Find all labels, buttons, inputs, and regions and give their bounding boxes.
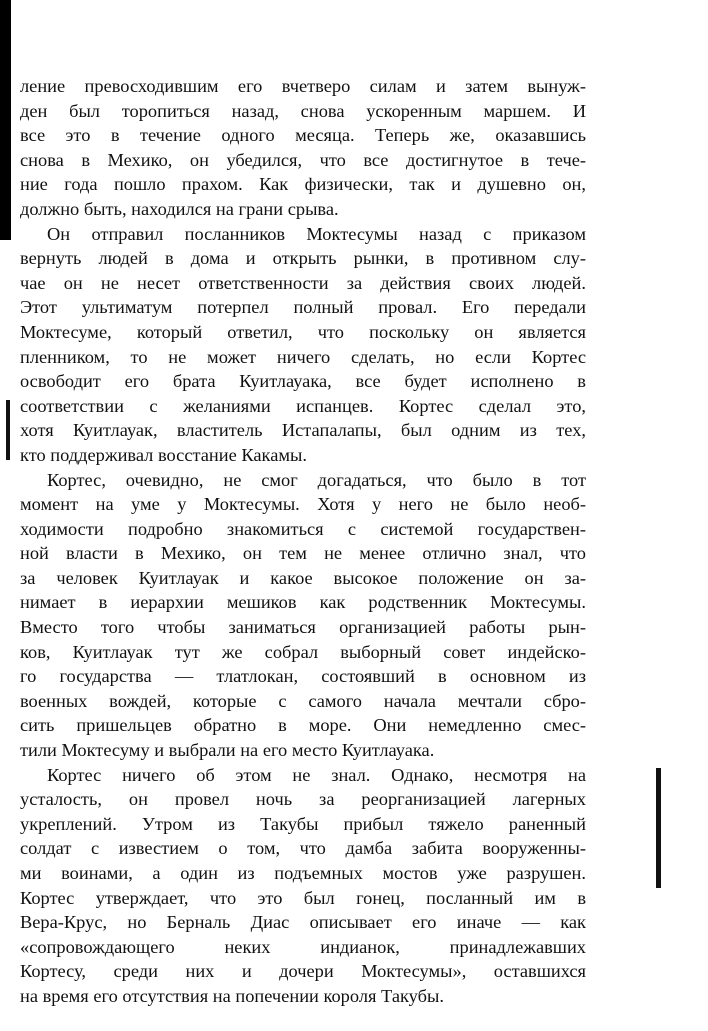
text-line: военных вождей, которые с самого начала мечтали сбро- (20, 690, 586, 711)
text-line: кто поддерживал восстание Какамы. (20, 444, 307, 465)
text-line: должно быть, находился на грани срыва. (20, 198, 339, 219)
text-line: го государства — тлатлокан, состоявший в основном из (20, 666, 586, 687)
text-line: сить пришельцев обратно в море. Они немедленно смес- (20, 715, 586, 736)
text-line: снова в Мехико, он убедился, что все достигнутое в тече- (20, 149, 586, 170)
text-line: тили Моктесуму и выбрали на его место Куитлауака. (20, 740, 435, 761)
text-line: Этот ультиматум потерпел полный провал. Его передали (20, 297, 586, 318)
text-line: за человек Куитлауак и какое высокое положение он за- (20, 567, 586, 588)
text-line: усталость, он провел ночь за реорганизацией лагерных (20, 789, 586, 810)
text-line: Вера-Крус, но Берналь Диас описывает его иначе — как (20, 912, 586, 933)
text-line: «сопровождающего неких индианок, принадлежавших (20, 936, 586, 957)
text-line: укреплений. Утром из Такубы прибыл тяжело раненный (20, 813, 586, 834)
paragraph-1 (20, 74, 586, 222)
text-line: вернуть людей в дома и открыть рынки, в противном слу- (20, 248, 586, 269)
text-line: ние года пошло прахом. Как физически, так и душевно он, (20, 174, 586, 195)
text-line: пленником, то не может ничего сделать, но если Кортес (20, 346, 586, 367)
scan-artifact-mark (6, 400, 10, 460)
text-line: соответствии с желаниями испанцев. Кортес сделал это, (20, 395, 586, 416)
text-line: Моктесуме, который ответил, что поскольку он является (20, 321, 586, 342)
text-line: момент на уме у Моктесумы. Хотя у него не было необ- (20, 494, 586, 515)
text-line: ден был торопиться назад, снова ускоренным маршем. И (20, 100, 586, 121)
text-line: ходимости подробно знакомиться с системой государствен- (20, 518, 586, 539)
text-line: все это в течение одного месяца. Теперь же, оказавшись (20, 125, 586, 146)
text-line: Кортес ничего об этом не знал. Однако, несмотря на (47, 764, 586, 785)
text-line: чае он не несет ответственности за действия своих людей. (20, 272, 586, 293)
scan-binding-shadow (0, 0, 11, 240)
paragraph-3 (20, 468, 586, 763)
paragraph-4 (20, 763, 586, 1009)
text-line: Вместо того чтобы заниматься организацией работы рын- (20, 617, 586, 638)
text-line: на время его отсутствия на попечении короля Такубы. (20, 985, 444, 1006)
text-line: Кортес утверждает, что это был гонец, посланный им в (20, 887, 586, 908)
text-line: Кортесу, среди них и дочери Моктесумы», оставшихся (20, 961, 586, 982)
text-line: ми воинами, а один из подъемных мостов уже разрушен. (20, 863, 586, 883)
paragraph-2 (20, 222, 586, 468)
text-line: ков, Куитлауак тут же собрал выборный совет индейско- (20, 641, 586, 662)
body-text (20, 74, 586, 1009)
text-line: Кортес, очевидно, не смог догадаться, что было в тот (47, 469, 586, 490)
text-line: солдат с известием о том, что дамба забита вооруженны- (20, 838, 586, 859)
text-line: ной власти в Мехико, он тем не менее отлично знал, что (20, 543, 586, 564)
scan-artifact-mark (656, 768, 661, 888)
text-line: хотя Куитлауак, властитель Истапалапы, был одним из тех, (20, 420, 586, 441)
text-line: Он отправил посланников Моктесумы назад с приказом (47, 223, 586, 244)
text-line: нимает в иерархии мешиков как родственник Моктесумы. (20, 592, 586, 613)
text-line: ление превосходившим его вчетверо силам и затем вынуж- (20, 76, 586, 96)
text-line: освободит его брата Куитлауака, все будет исполнено в (20, 371, 586, 392)
